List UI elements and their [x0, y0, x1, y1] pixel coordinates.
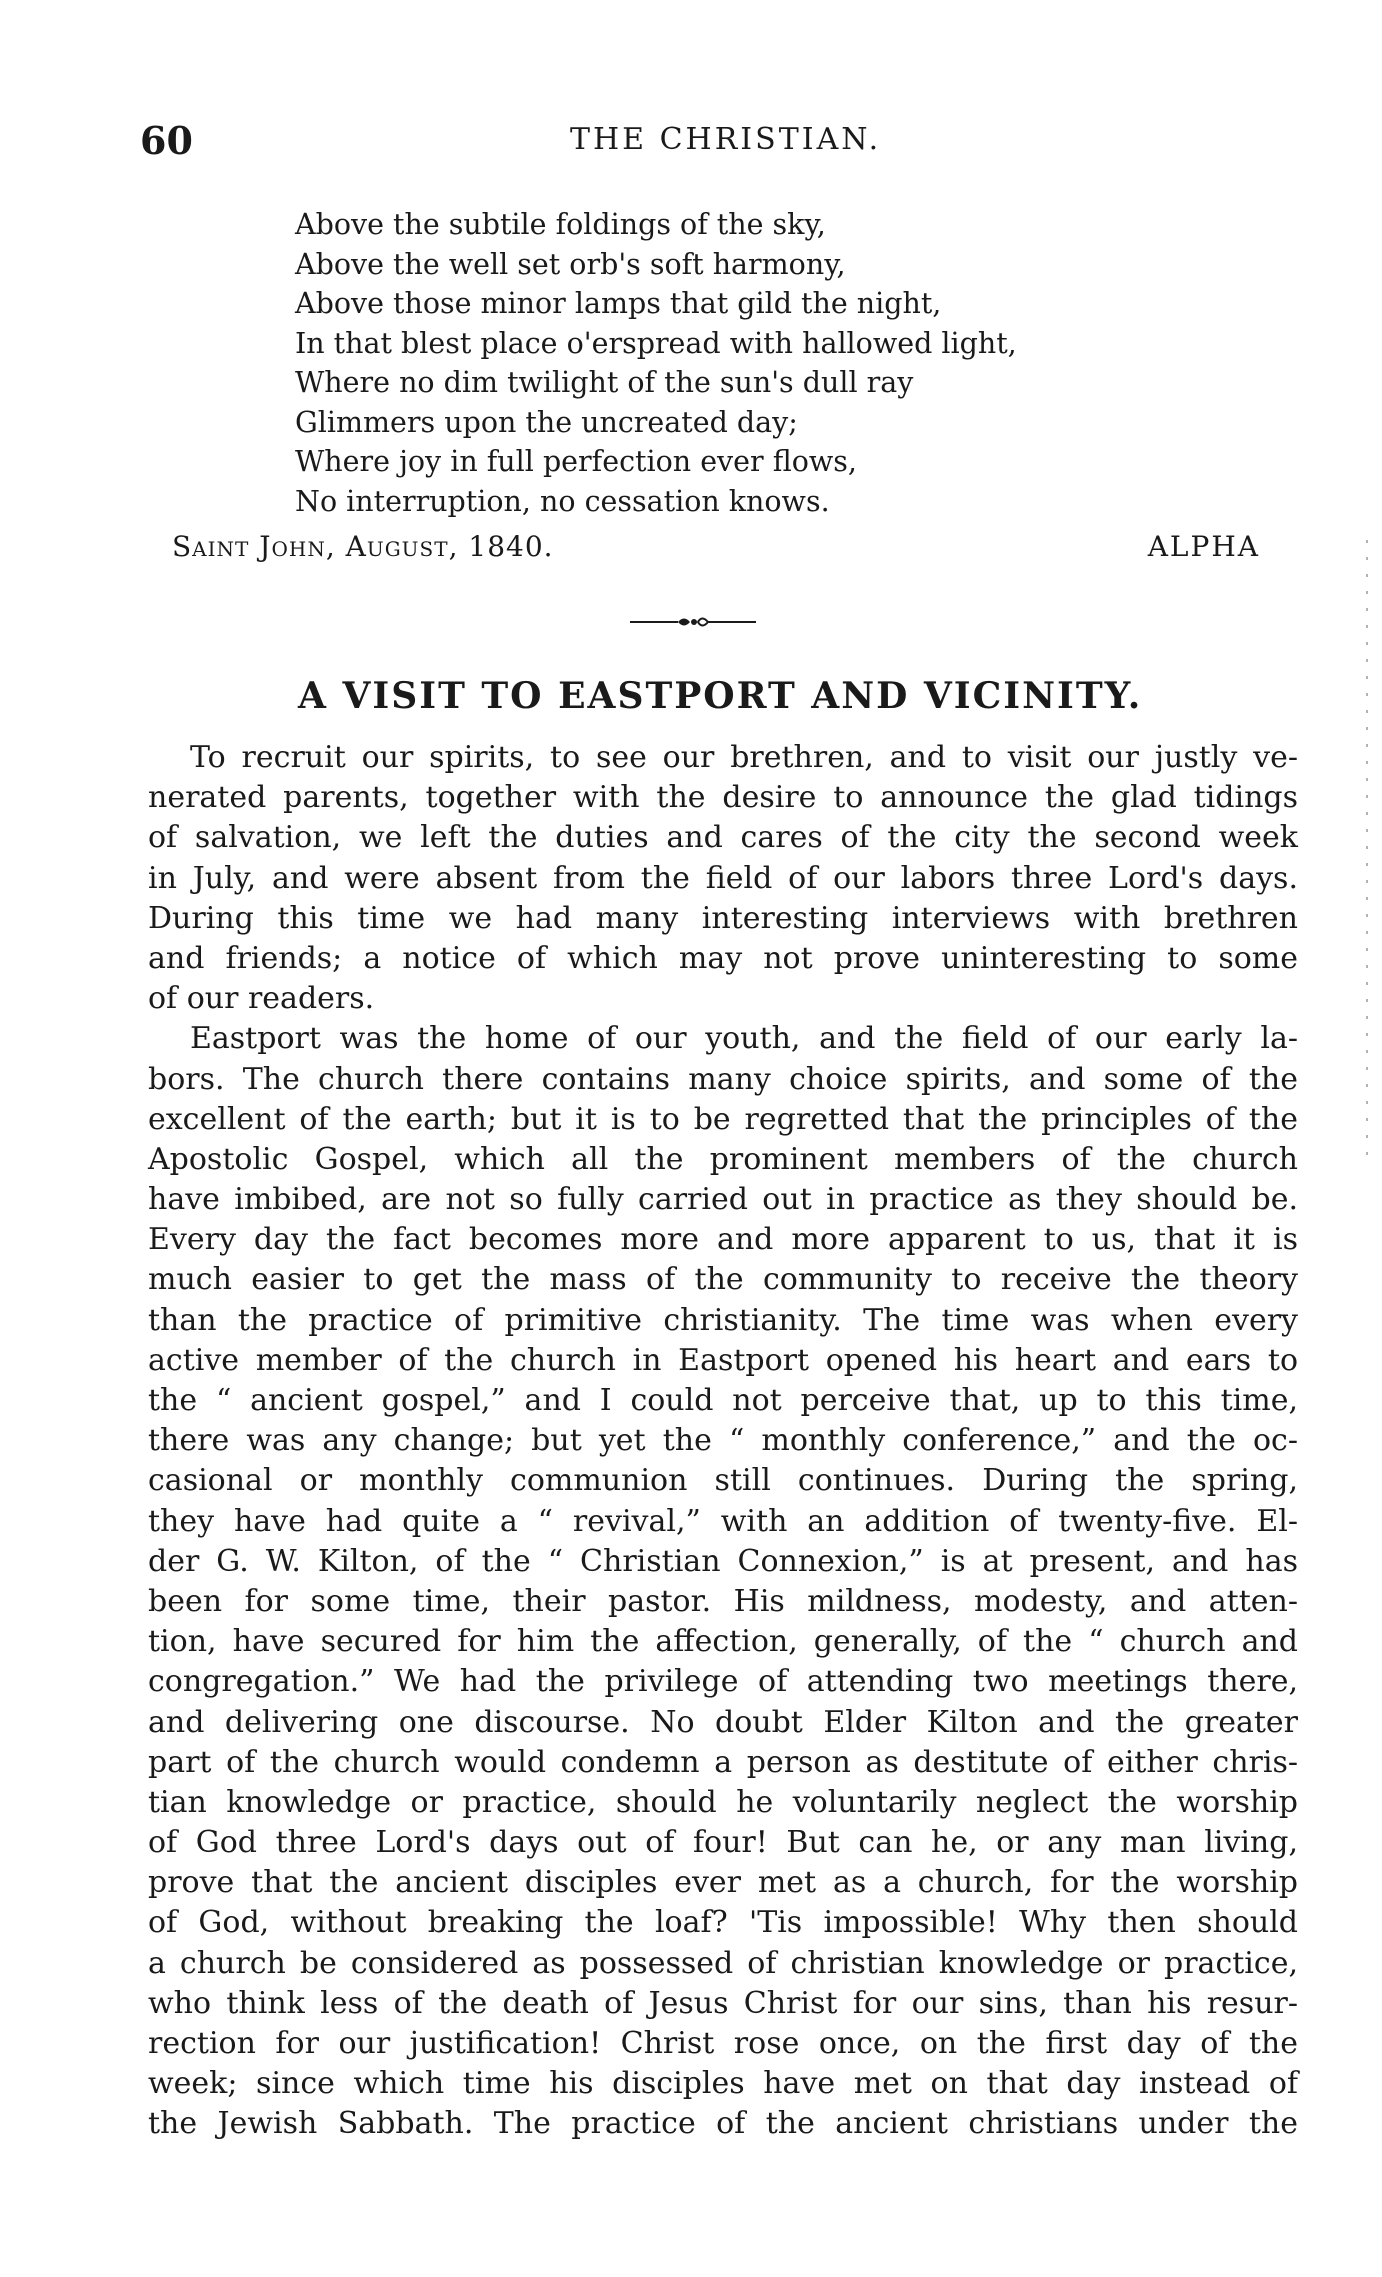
body-line: active member of the church in Eastport opened his heart and ears to [148, 1342, 1298, 1378]
body-line: of God three Lord's days out of four! But can he, or any man living, [148, 1825, 1298, 1861]
body-line: congregation.” We had the privilege of attending two meetings there, [148, 1664, 1298, 1700]
body-line: Apostolic Gospel, which all the prominent members of the church [148, 1141, 1298, 1177]
body-line: have imbibed, are not so fully carried out in practice as they should be. [148, 1182, 1298, 1218]
scan-margin-marks [1365, 540, 1369, 1160]
body-line: nerated parents, together with the desire to announce the glad tidings [148, 780, 1298, 816]
body-line: the Jewish Sabbath. The practice of the ancient christians under the [148, 2106, 1298, 2142]
body-line: in July, and were absent from the field of our labors three Lord's days. [148, 860, 1298, 896]
article-title: A VISIT TO EASTPORT AND VICINITY. [298, 675, 1143, 717]
body-line: casional or monthly communion still continues. During the spring, [148, 1463, 1298, 1499]
body-line: there was any change; but yet the “ monthly conference,” and the oc- [148, 1423, 1298, 1459]
author-signature: ALPHA [1147, 530, 1260, 563]
body-line: than the practice of primitive christianity. The time was when every [148, 1302, 1298, 1338]
running-head: THE CHRISTIAN. [570, 122, 882, 157]
dateline: Saint John, August, 1840. [172, 530, 554, 563]
body-line: tion, have secured for him the affection, generally, of the “ church and [148, 1624, 1298, 1660]
body-line: der G. W. Kilton, of the “ Christian Connexion,” is at present, and has [148, 1543, 1298, 1579]
ornament-divider-icon [628, 612, 758, 632]
body-line: Every day the fact becomes more and more apparent to us, that it is [148, 1222, 1298, 1258]
poem-signature [172, 530, 1260, 570]
body-line: been for some time, their pastor. His mildness, modesty, and atten- [148, 1583, 1298, 1619]
article-body [148, 738, 1298, 2145]
poem-line: Where no dim twilight of the sun's dull ray [295, 366, 914, 399]
poem [295, 205, 1155, 521]
body-line: During this time we had many interesting interviews with brethren [148, 900, 1298, 936]
poem-line: Above those minor lamps that gild the night, [295, 287, 942, 320]
poem-line: Above the subtile foldings of the sky, [295, 208, 826, 241]
body-line: excellent of the earth; but it is to be regretted that the principles of the [148, 1101, 1298, 1137]
body-line: prove that the ancient disciples ever met as a church, for the worship [148, 1865, 1298, 1901]
body-line: Eastport was the home of our youth, and the field of our early la- [190, 1021, 1298, 1057]
body-line: the “ ancient gospel,” and I could not perceive that, up to this time, [148, 1383, 1298, 1418]
body-line: of salvation, we left the duties and cares of the city the second week [148, 820, 1298, 856]
page-header [140, 118, 1280, 168]
poem-line: Above the well set orb's soft harmony, [295, 247, 846, 281]
body-line: rection for our justification! Christ rose once, on the first day of the [148, 2026, 1298, 2061]
body-line: they have had quite a “ revival,” with an addition of twenty-five. El- [148, 1503, 1298, 1539]
poem-line: In that blest place o'erspread with hallowed light, [295, 326, 1017, 360]
page-number: 60 [140, 118, 193, 163]
body-line: of our readers. [148, 981, 375, 1017]
body-line: To recruit our spirits, to see our brethren, and to visit our justly ve- [190, 740, 1298, 775]
body-line: and delivering one discourse. No doubt Elder Kilton and the greater [148, 1704, 1298, 1740]
body-line: tian knowledge or practice, should he voluntarily neglect the worship [148, 1784, 1298, 1820]
poem-line: Glimmers upon the uncreated day; [295, 405, 798, 439]
body-line: bors. The church there contains many choice spirits, and some of the [148, 1061, 1298, 1097]
poem-line: No interruption, no cessation knows. [295, 484, 830, 518]
body-line: of God, without breaking the loaf? 'Tis impossible! Why then should [148, 1905, 1298, 1941]
body-line: part of the church would condemn a person as destitute of either chris- [148, 1744, 1298, 1780]
poem-line: Where joy in full perfection ever flows, [295, 445, 857, 478]
body-line: much easier to get the mass of the community to receive the theory [148, 1262, 1298, 1298]
body-line: week; since which time his disciples have met on that day instead of [148, 2066, 1298, 2102]
body-line: a church be considered as possessed of christian knowledge or practice, [148, 1945, 1298, 1981]
body-line: who think less of the death of Jesus Christ for our sins, than his resur- [148, 1985, 1298, 2021]
body-line: and friends; a notice of which may not prove uninteresting to some [148, 940, 1298, 976]
